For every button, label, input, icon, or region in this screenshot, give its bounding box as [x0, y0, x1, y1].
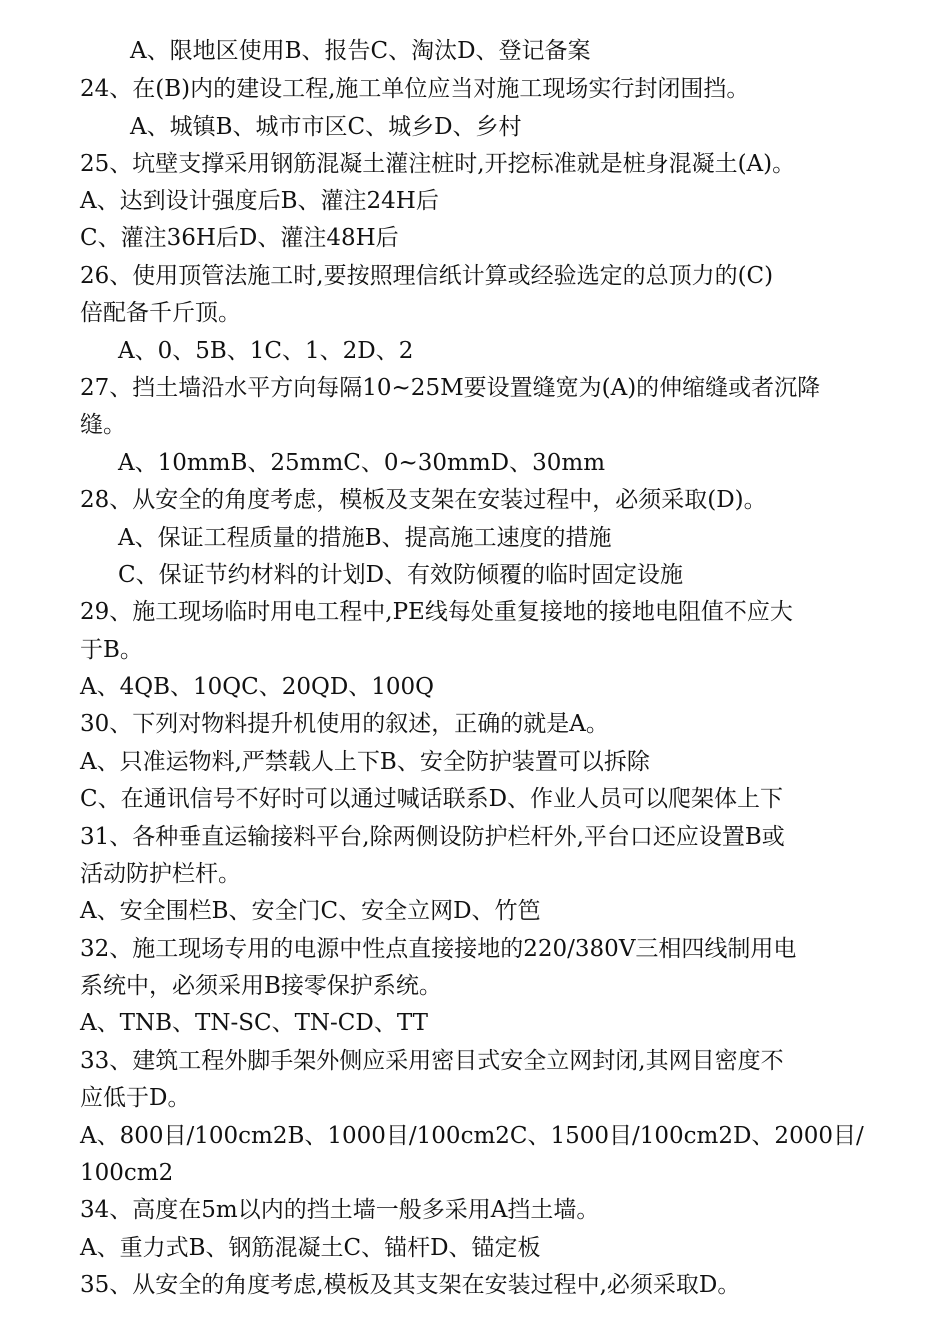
- text-line: A、城镇B、城市市区C、城乡D、乡村: [130, 114, 522, 140]
- question-33: 33、建筑工程外脚手架外侧应采用密目式安全立网封闭,其网目密度不: [80, 1048, 784, 1074]
- text-line: A、只准运物料,严禁载人上下B、安全防护装置可以拆除: [80, 749, 650, 775]
- text-line: A、重力式B、钢筋混凝土C、锚杆D、锚定板: [80, 1235, 541, 1261]
- text-line: A、达到设计强度后B、灌注24H后: [80, 188, 439, 214]
- text-line: 于B。: [80, 637, 143, 663]
- text-line: A、4QB、10QC、20QD、100Q: [80, 674, 435, 700]
- question-29: 29、施工现场临时用电工程中,PE线每处重复接地的接地电阻值不应大: [80, 599, 793, 625]
- question-27: 27、挡土墙沿水平方向每隔10~25M要设置缝宽为(A)的伸缩缝或者沉降: [80, 375, 821, 401]
- text-line: 倍配备千斤顶。: [80, 300, 241, 326]
- question-34: 34、高度在5m以内的挡土墙一般多采用A挡土墙。: [80, 1197, 600, 1223]
- text-line: A、限地区使用B、报告C、淘汰D、登记备案: [130, 38, 591, 64]
- text-line: C、在通讯信号不好时可以通过喊话联系D、作业人员可以爬架体上下: [80, 786, 784, 812]
- question-26: 26、使用顶管法施工时,要按照理信纸计算或经验选定的总顶力的(C): [80, 263, 774, 289]
- text-line: 应低于D。: [80, 1085, 191, 1111]
- question-30: 30、下列对物料提升机使用的叙述，正确的就是A。: [80, 711, 609, 737]
- text-line: 缝。: [80, 412, 126, 438]
- question-25: 25、坑壁支撑采用钢筋混凝土灌注桩时,开挖标准就是桩身混凝土(A)。: [80, 151, 796, 177]
- text-line: A、0、5B、1C、1、2D、2: [118, 338, 414, 364]
- question-32: 32、施工现场专用的电源中性点直接接地的220/380V三相四线制用电: [80, 936, 797, 962]
- text-line: 活动防护栏杆。: [80, 861, 241, 887]
- text-line: C、保证节约材料的计划D、有效防倾覆的临时固定设施: [118, 562, 684, 588]
- question-31: 31、各种垂直运输接料平台,除两侧设防护栏杆外,平台口还应设置B或: [80, 824, 785, 850]
- text-line: C、灌注36H后D、灌注48H后: [80, 225, 399, 251]
- question-28: 28、从安全的角度考虑，模板及支架在安装过程中，必须采取(D)。: [80, 487, 767, 513]
- text-line: A、TNB、TN-SC、TN-CD、TT: [80, 1010, 428, 1036]
- text-line: A、安全围栏B、安全门C、安全立网D、竹笆: [80, 898, 541, 924]
- text-line: 系统中，必须采用B接零保护系统。: [80, 973, 442, 999]
- question-35: 35、从安全的角度考虑,模板及其支架在安装过程中,必须采取D。: [80, 1272, 741, 1298]
- text-line: A、10mmB、25mmC、0~30mmD、30mm: [118, 450, 605, 476]
- text-line: A、保证工程质量的措施B、提高施工速度的措施: [118, 525, 612, 551]
- question-24: 24、在(B)内的建设工程,施工单位应当对施工现场实行封闭围挡。: [80, 76, 750, 102]
- text-line: A、800目/100cm2B、1000目/100cm2C、1500目/100cm2D、2000目/: [80, 1123, 864, 1149]
- text-line: 100cm2: [80, 1160, 174, 1186]
